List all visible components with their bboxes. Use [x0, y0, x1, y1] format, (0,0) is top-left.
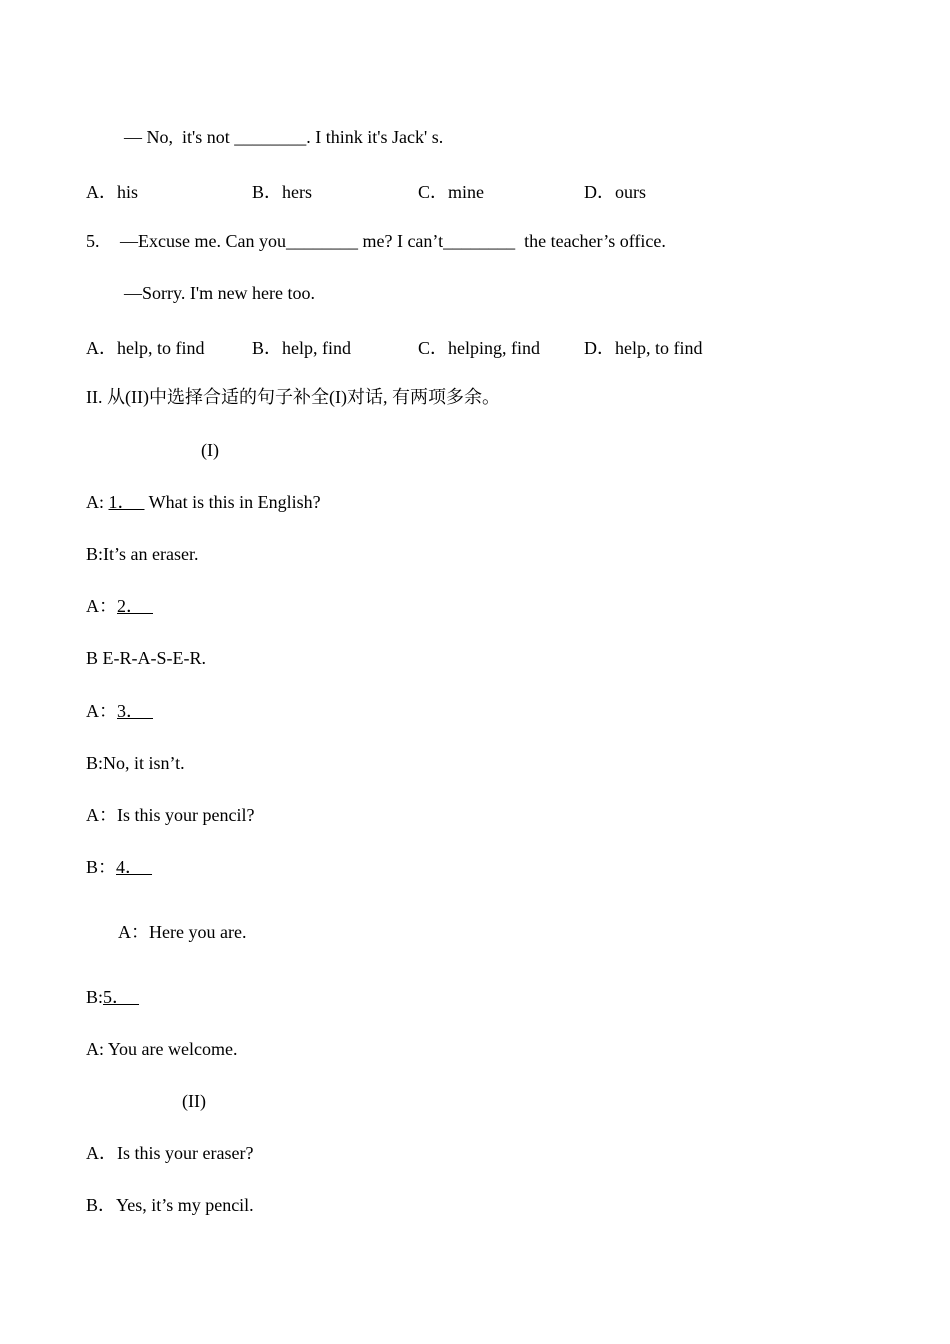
dialogue-line-1: A: 1． What is this in English? [86, 492, 321, 512]
blank-5: 5． [103, 987, 140, 1007]
blank-4: 4． [116, 857, 153, 877]
dialogue-line-10: B:5． [86, 987, 140, 1007]
dialogue-line-3: A：2． [86, 596, 153, 616]
section-heading: II. 从(II)中选择合适的句子补全(I)对话, 有两项多余。 [86, 387, 500, 407]
dialogue-line-5: A：3． [86, 701, 153, 721]
dialogue-line-9: A：Here you are. [118, 922, 247, 942]
blank-2: 2． [117, 596, 153, 616]
choice-b: B．Yes, it’s my pencil. [86, 1195, 254, 1215]
part1-label: (I) [201, 440, 219, 460]
dialogue-line-11: A: You are welcome. [86, 1039, 238, 1059]
q5-option-c: C．helping, find [418, 338, 540, 358]
dialogue-line-7: A：Is this your pencil? [86, 805, 255, 825]
q5-question: —Excuse me. Can you________ me? I can’t________ the teacher’s office. [120, 231, 666, 251]
q4-option-a: A．his [86, 182, 139, 202]
q5-reply: —Sorry. I'm new here too. [124, 283, 316, 303]
q5-option-a: A．help, to find [86, 338, 205, 358]
part2-label: (II) [182, 1091, 206, 1111]
q5-option-d: D．help, to find [584, 338, 703, 358]
q4-answer-line: — No, it's not ________. I think it's Jack' s. [124, 127, 444, 147]
q4-option-d: D．ours [584, 182, 646, 202]
q5-number: 5. [86, 231, 100, 251]
blank-1: 1． [108, 492, 145, 512]
dialogue-line-2: B:It’s an eraser. [86, 544, 199, 564]
q4-option-c: C．mine [418, 182, 484, 202]
dialogue-line-6: B:No, it isn’t. [86, 753, 185, 773]
dialogue-line-8: B：4． [86, 857, 153, 877]
blank-3: 3． [117, 701, 153, 721]
q4-option-b: B．hers [252, 182, 312, 202]
dialogue-line-4: B E-R-A-S-E-R. [86, 648, 206, 668]
choice-a: A．Is this your eraser? [86, 1143, 254, 1163]
q5-option-b: B．help, find [252, 338, 351, 358]
